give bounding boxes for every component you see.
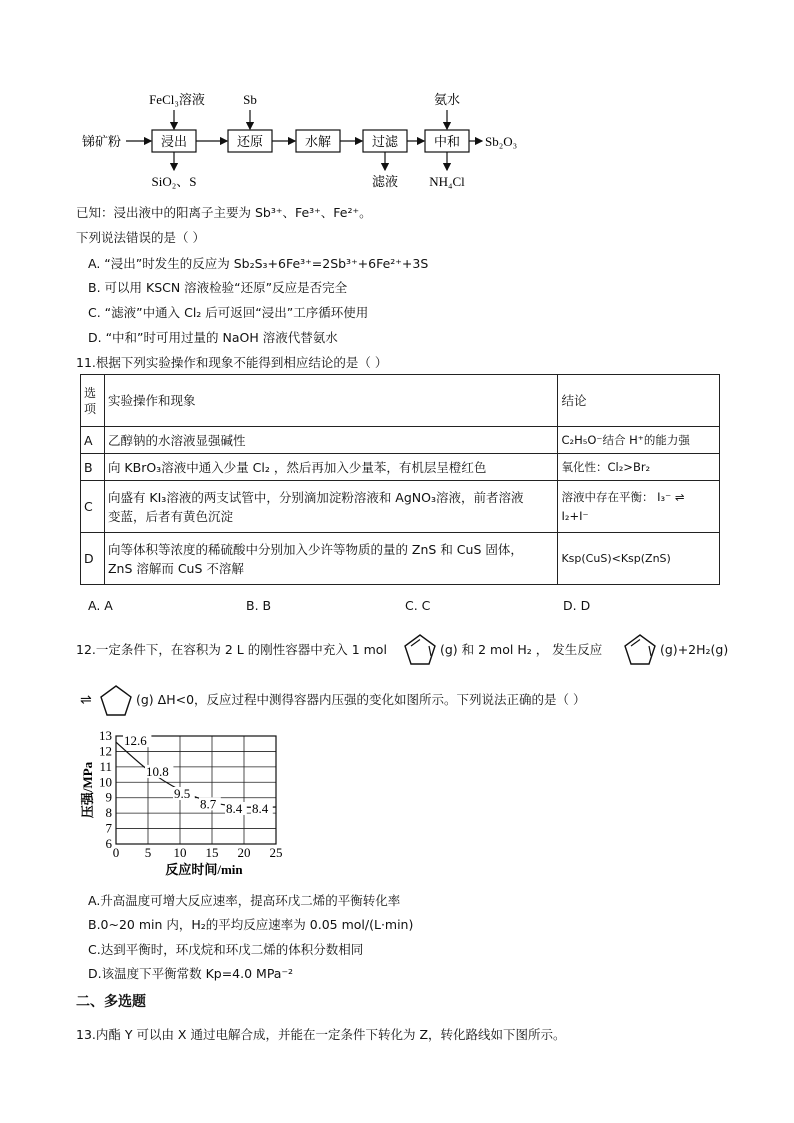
q12-option-b: B.0~20 min 内，H₂的平均反应速率为 0.05 mol/(L·min): [88, 917, 414, 932]
q12-option-a: A.升高温度可增大反应速率，提高环戊二烯的平衡转化率: [88, 893, 401, 908]
x-tick-label: 20: [237, 845, 251, 860]
plot-frame: [116, 736, 276, 844]
cyclopentane-structure: [98, 683, 134, 719]
row-conclusion-line: 溶液中存在平衡： I₃⁻ ⇌: [561, 489, 685, 504]
table-row: [81, 533, 720, 585]
q12-line1-a: 12.一定条件下，在容积为 2 L 的刚性容器中充入 1 mol: [76, 642, 387, 657]
final-product-label: Sb₂O₃: [485, 134, 518, 149]
section-title: 二、多选题: [76, 994, 146, 1010]
q11-answer-d: D. D: [563, 598, 591, 613]
y-tick-label: 7: [105, 820, 112, 836]
pressure-chart: [78, 726, 288, 884]
header-operation: 实验操作和现象: [104, 375, 558, 427]
row-operation: [104, 481, 558, 533]
reagent-label: FeCl₃溶液: [149, 92, 205, 107]
row-operation: [104, 533, 558, 585]
flow-step-label: 还原: [236, 134, 264, 149]
row-conclusion-line: I₂+I⁻: [561, 508, 589, 523]
x-axis-label: 反应时间/min: [165, 862, 243, 877]
row-conclusion: C₂H₅O⁻结合 H⁺的能力强: [558, 427, 720, 454]
y-tick-label: 8: [105, 805, 112, 821]
y-tick-label: 6: [105, 836, 112, 851]
q12-line2-b: (g) ΔH<0，反应过程中测得容器内压强的变化如图所示。下列说法正确的是（ ）: [136, 692, 586, 707]
q12-line1-b: (g) 和 2 mol H₂ ， 发生反应: [440, 642, 603, 657]
row-conclusion: [558, 481, 720, 533]
reagent-label: 氨水: [433, 92, 461, 107]
product-label: 滤液: [371, 174, 399, 189]
cyclopentadiene-structure: [402, 632, 438, 668]
row-option: B: [81, 454, 105, 481]
y-axis-label: 压强/MPa: [80, 761, 95, 819]
row-option: A: [81, 427, 105, 454]
q11-answer-a: A. A: [88, 598, 113, 613]
row-conclusion: Ksp(CuS)<Ksp(ZnS): [558, 533, 720, 585]
x-tick-label: 5: [144, 845, 152, 860]
flow-step-label: 过滤: [371, 134, 399, 149]
product-label: SiO₂、S: [151, 174, 197, 189]
data-label: 8.4: [226, 800, 243, 816]
data-label: 8.4: [252, 800, 269, 816]
q11-stem: 11.根据下列实验操作和现象不能得到相应结论的是（ ）: [76, 355, 388, 370]
reagent-label: Sb: [243, 92, 257, 107]
experiment-table: [80, 374, 720, 585]
q10-option-a: A. “浸出”时发生的反应为 Sb₂S₃+6Fe³⁺=2Sb³⁺+6Fe²⁺+3S: [88, 256, 429, 271]
row-option: C: [81, 481, 105, 533]
data-label: 10.8: [146, 763, 169, 779]
q10-known: 已知：浸出液中的阳离子主要为 Sb³⁺、Fe³⁺、Fe²⁺。: [76, 205, 372, 220]
y-tick-label: 12: [99, 743, 112, 759]
q10-stem: 下列说法错误的是（ ）: [76, 230, 205, 245]
flow-step-label: 中和: [433, 134, 461, 149]
header-option: [81, 375, 105, 427]
header-option-text: 选项: [84, 385, 97, 416]
data-label: 8.7: [200, 796, 217, 812]
q10-option-c: C. “滤液”中通入 Cl₂ 后可返回“浸出”工序循环使用: [88, 305, 369, 320]
row-option: D: [81, 533, 105, 585]
x-tick-label: 25: [269, 845, 283, 860]
q11-answer-c: C. C: [405, 598, 431, 613]
x-tick-label: 10: [173, 845, 187, 860]
row-operation-line: 变蓝，后者有黄色沉淀: [107, 508, 233, 524]
header-conclusion: 结论: [558, 375, 720, 427]
flow-step-label: 水解: [304, 134, 332, 149]
q12-option-c: C.达到平衡时，环戊烷和环戊二烯的体积分数相同: [88, 942, 364, 957]
process-flow-diagram: [80, 88, 540, 194]
q12-line2-a: ⇌: [80, 692, 92, 708]
row-operation-line: ZnS 溶解而 CuS 不溶解: [107, 560, 244, 576]
table-header-row: [81, 375, 720, 427]
cyclopentadiene-structure: [622, 632, 658, 668]
q10-option-d: D. “中和”时可用过量的 NaOH 溶液代替氨水: [88, 330, 338, 345]
table-row: [81, 454, 720, 481]
product-label: NH₄Cl: [429, 174, 465, 189]
q13-stem: 13.内酯 Y 可以由 X 通过电解合成，并能在一定条件下转化为 Z，转化路线如下图所示。: [76, 1027, 566, 1042]
x-tick-label: 0: [112, 845, 120, 860]
y-tick-label: 11: [99, 758, 112, 774]
q12-option-d: D.该温度下平衡常数 Kp=4.0 MPa⁻²: [88, 966, 294, 981]
q12-line1-c: (g)+2H₂(g): [660, 642, 729, 657]
y-tick-label: 10: [99, 774, 112, 790]
row-operation: 乙醇钠的水溶液显强碱性: [104, 427, 558, 454]
row-conclusion: 氧化性：Cl₂>Br₂: [558, 454, 720, 481]
row-operation-line: 向等体积等浓度的稀硫酸中分别加入少许等物质的量的 ZnS 和 CuS 固体，: [107, 541, 523, 557]
flow-step-label: 浸出: [160, 134, 188, 149]
q10-option-b: B. 可以用 KSCN 溶液检验“还原”反应是否完全: [88, 280, 348, 295]
table-row: [81, 427, 720, 454]
y-tick-label: 9: [105, 789, 112, 805]
row-operation: 向 KBrO₃溶液中通入少量 Cl₂ ，然后再加入少量苯，有机层呈橙红色: [104, 454, 558, 481]
row-operation-line: 向盛有 KI₃溶液的两支试管中，分别滴加淀粉溶液和 AgNO₃溶液，前者溶液: [107, 489, 524, 505]
y-tick-label: 13: [99, 728, 112, 743]
data-label: 12.6: [124, 733, 147, 749]
table-row: [81, 481, 720, 533]
q11-answer-b: B. B: [246, 598, 272, 613]
x-tick-label: 15: [205, 845, 219, 860]
flow-input-label: 锑矿粉: [82, 134, 122, 149]
data-label: 9.5: [174, 786, 191, 801]
